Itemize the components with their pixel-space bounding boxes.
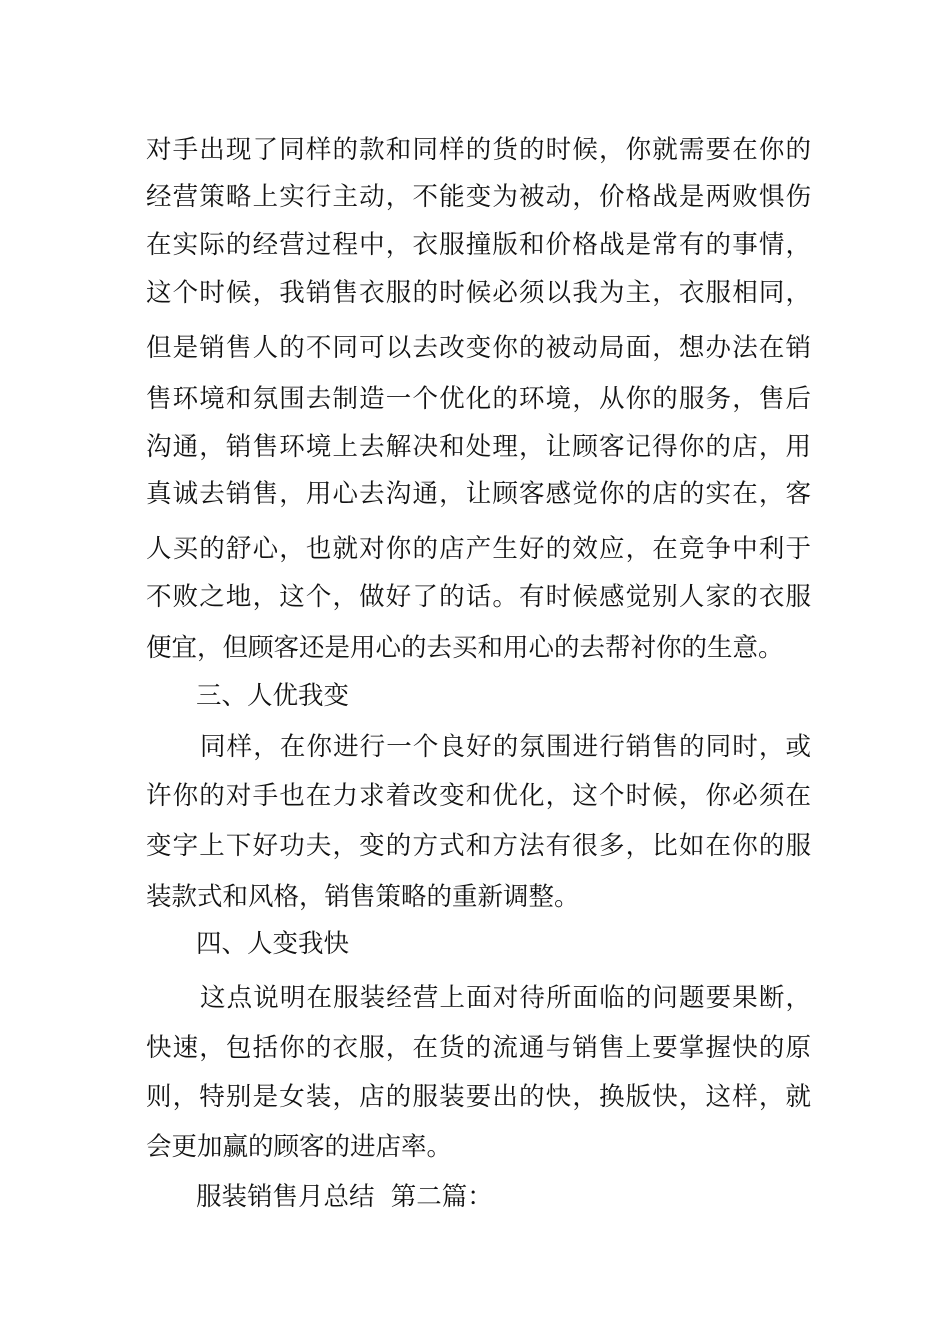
paragraph-line: 对手出现了同样的款和同样的货的时候，你就需要在你的	[146, 135, 811, 165]
paragraph-line: 但是销售人的不同可以去改变你的被动局面，想办法在销	[146, 333, 811, 363]
paragraph-line: 许你的对手也在力求着改变和优化，这个时候，你必须在	[146, 781, 811, 811]
paragraph-line: 售环境和氛围去制造一个优化的环境，从你的服务，售后	[146, 384, 811, 414]
paragraph-line: 这个时候，我销售衣服的时候必须以我为主，衣服相同，	[146, 278, 811, 308]
paragraph-line: 沟通，销售环境上去解决和处理，让顾客记得你的店，用	[146, 432, 811, 462]
section-heading: 三、人优我变	[196, 681, 350, 711]
paragraph-line: 便宜，但顾客还是用心的去买和用心的去帮衬你的生意。	[146, 633, 784, 663]
paragraph-line: 人买的舒心，也就对你的店产生好的效应，在竞争中利于	[146, 534, 811, 564]
paragraph-line: 这点说明在服装经营上面对待所面临的问题要果断，	[200, 983, 811, 1013]
paragraph-line: 装款式和风格，销售策略的重新调整。	[146, 882, 580, 912]
paragraph-line: 在实际的经营过程中，衣服撞版和价格战是常有的事情，	[146, 230, 811, 260]
paragraph-line: 变字上下好功夫，变的方式和方法有很多，比如在你的服	[146, 831, 811, 861]
paragraph-line: 不败之地，这个，做好了的话。有时候感觉别人家的衣服	[146, 582, 811, 612]
paragraph-line: 经营策略上实行主动，不能变为被动，价格战是两败惧伤	[146, 182, 811, 212]
paragraph-line: 快速，包括你的衣服，在货的流通与销售上要掌握快的原	[146, 1033, 811, 1063]
paragraph-line: 真诚去销售，用心去沟通，让顾客感觉你的店的实在，客	[146, 479, 811, 509]
part-heading: 服装销售月总结 第二篇：	[196, 1182, 493, 1212]
paragraph-line: 同样，在你进行一个良好的氛围进行销售的同时，或	[200, 732, 811, 762]
paragraph-line: 则，特别是女装，店的服装要出的快，换版快，这样，就	[146, 1082, 811, 1112]
section-heading: 四、人变我快	[196, 929, 350, 959]
paragraph-line: 会更加赢的顾客的进店率。	[146, 1132, 453, 1162]
